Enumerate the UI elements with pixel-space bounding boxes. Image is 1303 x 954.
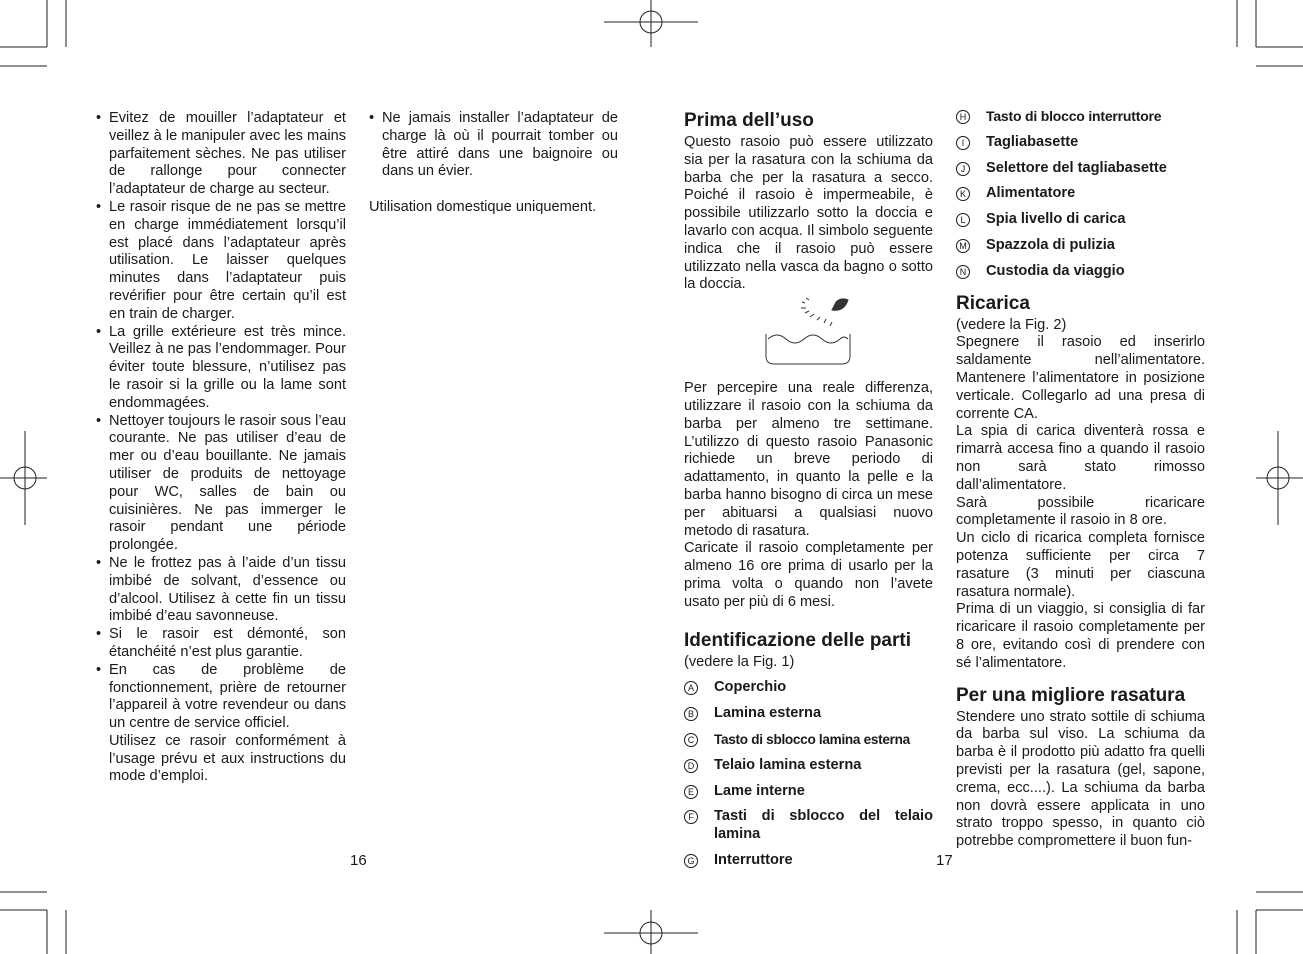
list-item: • Le rasoir risque de ne pas se mettre en charge immédiatement lorsqu’il est placé dans l’adaptateur après utilisation. Le laisser quelques minutes dans l’adaptateur puis revérifier pour être certain qu’il est en train de charger.: [96, 199, 346, 324]
part-name: Tasto di blocco interruttore: [986, 108, 1162, 124]
paragraph: Sarà possibile ricaricare completamente il rasoio in 8 ore.: [956, 494, 1205, 529]
part-name: Spazzola di pulizia: [986, 236, 1115, 253]
circled-letter: M: [956, 239, 970, 253]
bath-shower-symbol: [684, 294, 933, 380]
part-name: Coperchio: [714, 679, 787, 696]
part-name: Lamina esterna: [714, 705, 822, 722]
list-item: • La grille extérieure est très mince. Veillez à ne pas l’endommager. Pour éviter toute blessure, n’utilisez pas le rasoir si la grille ou la lame sont endommagées.: [96, 324, 346, 413]
list-item: • Ne jamais installer l’adaptateur de charge là où il pourrait tomber ou être attiré dans une baignoire ou dans un évier.: [369, 110, 618, 181]
circled-letter: N: [956, 265, 970, 279]
circled-letter: J: [956, 162, 970, 176]
part-item: [956, 211, 1205, 229]
part-item: [684, 783, 933, 801]
list-item: • Nettoyer toujours le rasoir sous l’eau courante. Ne pas utiliser d’eau de mer ou d’eau bouillante. Ne jamais utiliser de produits de nettoyage pour WC, salles de bain ou cuisinières. Ne pas immerger le rasoir pendant une période prolongée.: [96, 413, 346, 555]
paragraph: Questo rasoio può essere utilizzato sia per la rasatura con la schiuma da barba che per la rasatura a secco. Poiché il rasoio è impermeabile, è possibile utilizzarlo sotto la doccia e lavarlo con acqua. Il simbolo seguente indica che il rasoio può essere utilizzato nella vasca da bagno o sotto la doccia.: [684, 134, 933, 293]
list-item: • En cas de problème de fonctionnement, prière de retourner l’appareil à votre revendeur ou dans un centre de service officiel.: [96, 662, 346, 733]
part-name: Tasto di sblocco lamina esterna: [714, 731, 910, 747]
part-item: [956, 160, 1205, 178]
part-name: Spia livello di carica: [986, 211, 1126, 228]
circled-letter: K: [956, 187, 970, 201]
paragraph: Un ciclo di ricarica completa fornisce potenza sufficiente per circa 7 rasature (3 minuti per ciascuna rasatura normale).: [956, 530, 1205, 600]
circled-letter: D: [684, 759, 698, 773]
figure-reference: (vedere la Fig. 1): [684, 653, 795, 670]
part-name: Alimentatore: [986, 185, 1076, 202]
part-item: [684, 808, 933, 844]
section-heading-identificazione: Identificazione delle parti: [684, 629, 911, 651]
part-name: Custodia da viaggio: [986, 262, 1125, 279]
page-number-right: 17: [936, 852, 953, 869]
part-name: Telaio lamina esterna: [714, 756, 862, 773]
circled-letter: F: [684, 810, 698, 824]
part-item: [956, 108, 1205, 126]
part-item: [684, 679, 933, 697]
circled-letter: G: [684, 854, 698, 868]
figure-reference: (vedere la Fig. 2): [956, 316, 1067, 333]
part-item: [684, 705, 933, 723]
circled-letter: A: [684, 681, 698, 695]
list-item: • Ne le frottez pas à l’aide d’un tissu imbibé de solvant, d’essence ou d’alcool. Utilisez à cette fin un tissu imbibé d’eau savonneuse.: [96, 555, 346, 626]
section-heading-migliore: Per una migliore rasatura: [956, 684, 1186, 706]
paragraph: La spia di carica diventerà rossa e rimarrà accesa fino a quando il rasoio non sarà stato rimosso dall’alimentatore.: [956, 423, 1205, 493]
part-name: Interruttore: [714, 851, 793, 868]
part-item: [684, 852, 933, 870]
shower-icon: [684, 294, 933, 380]
paragraph: Spegnere il rasoio ed inserirlo saldamente nell’alimentatore. Mantenere l’alimentatore in posizione verticale. Collegarlo ad una presa di corrente CA.: [956, 334, 1205, 422]
part-item: [684, 757, 933, 775]
usage-note: Utilisez ce rasoir conformément à l’usage prévu et aux instructions du mode d’emploi.: [109, 732, 346, 785]
circled-letter: H: [956, 110, 970, 124]
list-item: • Si le rasoir est démonté, son étanchéité n’est plus garantie.: [96, 626, 346, 662]
left-col-1: [96, 110, 346, 786]
circled-letter: E: [684, 785, 698, 799]
left-col-2: [369, 110, 618, 217]
page-number-left: 16: [350, 852, 367, 869]
part-name: Selettore del tagliabasette: [986, 159, 1167, 176]
part-item: [684, 731, 933, 749]
circled-letter: C: [684, 733, 698, 747]
right-col-1: [684, 110, 933, 878]
paragraph: Per percepire una reale differenza, utilizzare il rasoio con la schiuma da barba per almeno tre settimane. L’utilizzo di questo rasoio Panasonic richiede un breve periodo di adattamento, in quanto la pelle e la barba hanno bisogno di circa un mese per abituarsi a qualsiasi nuovo metodo di rasatura.: [684, 380, 933, 539]
circled-letter: B: [684, 707, 698, 721]
section-heading-ricarica: Ricarica: [956, 292, 1030, 314]
paragraph: Caricate il rasoio completamente per almeno 16 ore prima di usarlo per la prima volta o quando non l’avete usato per più di 6 mesi.: [684, 540, 933, 610]
part-item: [956, 263, 1205, 281]
part-name: Tasti di sblocco del telaio lamina: [714, 808, 933, 843]
paragraph: Prima di un viaggio, si consiglia di far ricaricare il rasoio completamente per 8 ore, evitando così di prendere con sé l’alimentatore.: [956, 601, 1205, 671]
part-name: Lame interne: [714, 782, 805, 799]
part-name: Tagliabasette: [986, 133, 1079, 150]
list-item: • Evitez de mouiller l’adaptateur et veillez à le manipuler avec les mains parfaitement sèches. Ne pas utiliser de rallonge pour connecter l’adaptateur de charge au secteur.: [96, 110, 346, 199]
part-item: [956, 237, 1205, 255]
right-col-2: [956, 108, 1205, 851]
part-item: [956, 134, 1205, 152]
part-item: [956, 185, 1205, 203]
domestic-use-note: Utilisation domestique uniquement.: [369, 199, 597, 216]
circled-letter: I: [956, 136, 970, 150]
section-heading-prima: Prima dell’uso: [684, 110, 814, 131]
circled-letter: L: [956, 213, 970, 227]
paragraph: Stendere uno strato sottile di schiuma da barba sul viso. La schiuma da barba è il prodotto più adatto fra quelli previsti per la rasatura (gel, sapone, crema, ecc....). La schiuma da barba non dovrà essere applicata in uno strato troppo spesso, in quanto ciò potrebbe compromettere il buon fun-: [956, 708, 1205, 850]
